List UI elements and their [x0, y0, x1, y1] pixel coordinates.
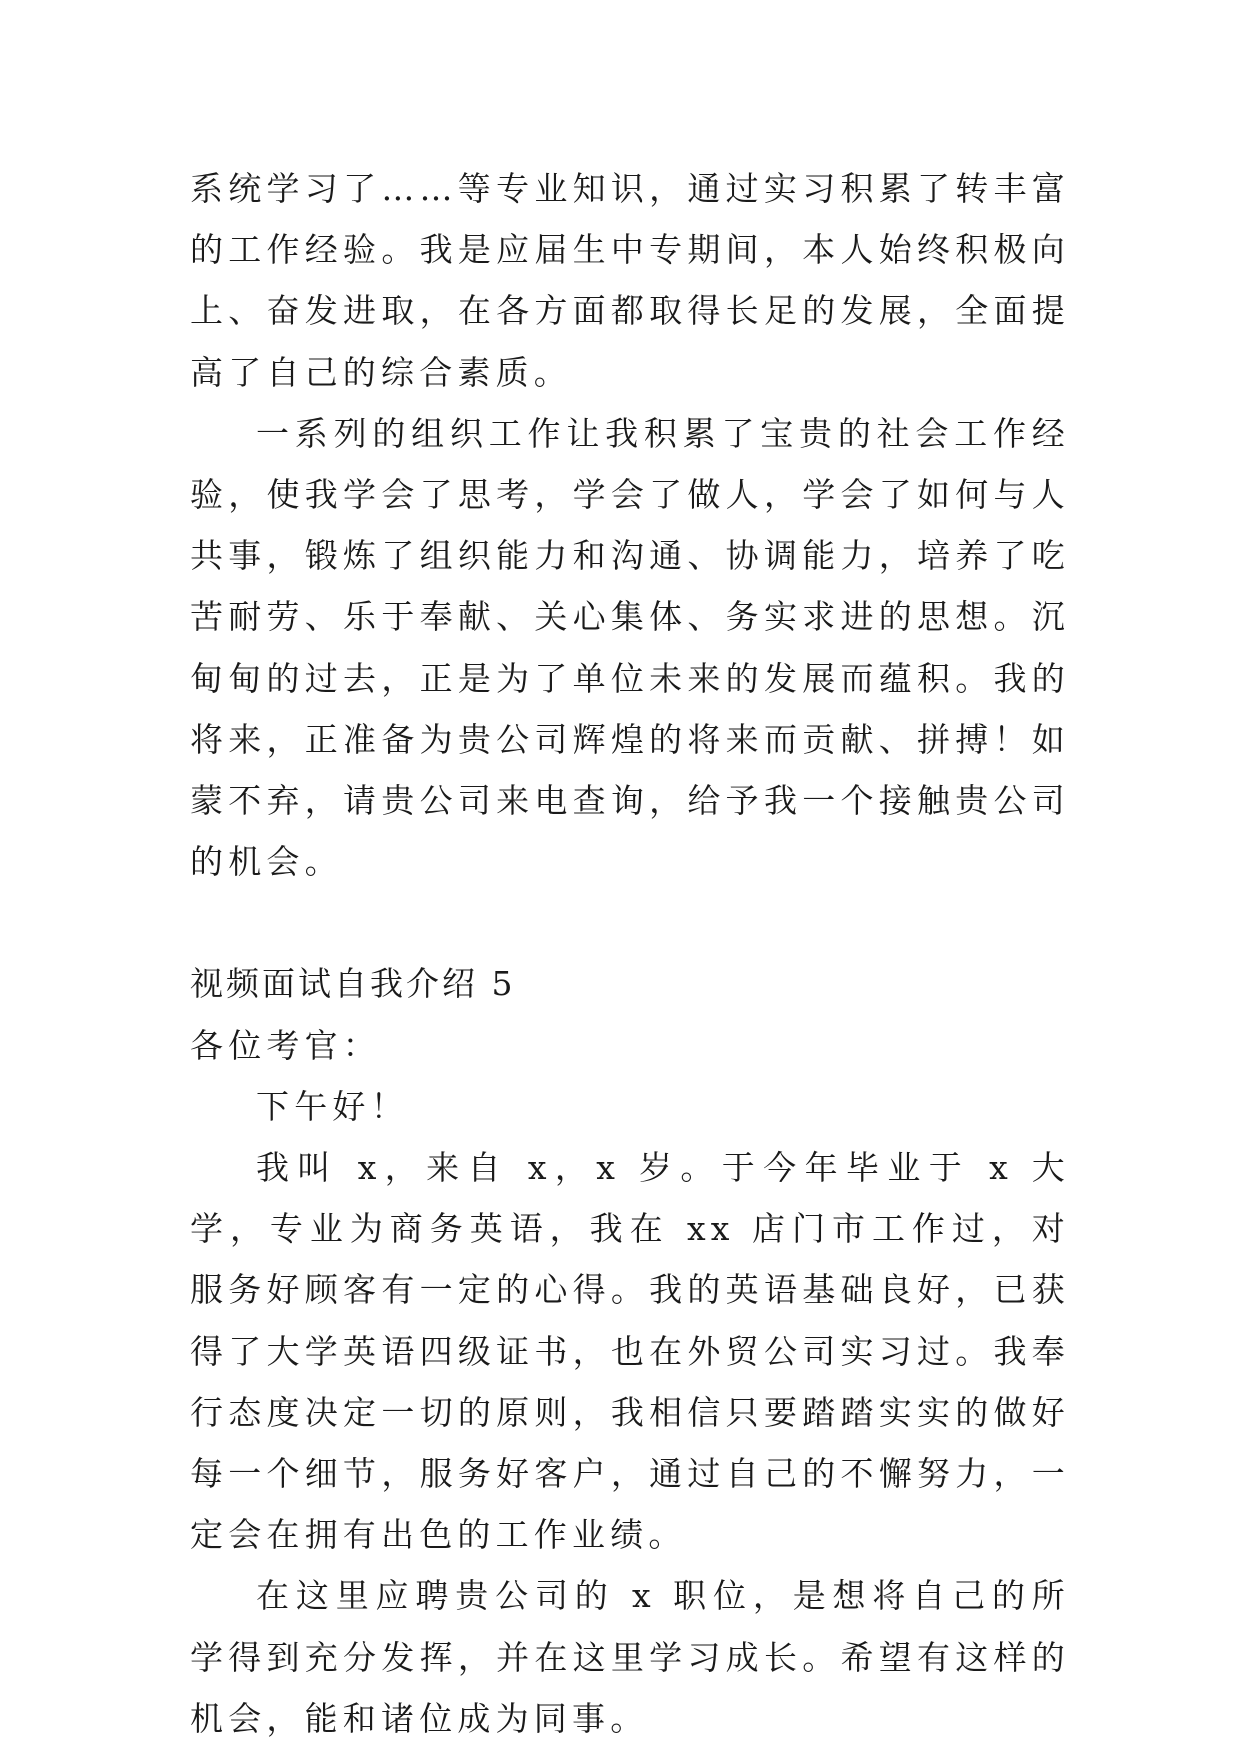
paragraph-1: 系统学习了……等专业知识，通过实习积累了转丰富的工作经验。我是应届生中专期间，本人始终积极向上、奋发进取，在各方面都取得长足的发展，全面提高了自己的综合素质。: [190, 169, 1070, 392]
paragraph-4: 在这里应聘贵公司的 x 职位，是想将自己的所学得到充分发挥，并在这里学习成长。希望有这样的机会，能和诸位成为同事。: [190, 1576, 1070, 1738]
paragraph-3: 我叫 x，来自 x，x 岁。于今年毕业于 x 大学，专业为商务英语，我在 xx 店门市工作过，对服务好顾客有一定的心得。我的英语基础良好，已获得了大学英语四级证书，也在外贸公司实习过。我奉行态度决定一切的原则，我相信只要踏踏实实的做好每一个细节，服务好客户，通过自己的不懈努力，一定会在拥有出色的工作业绩。: [190, 1148, 1070, 1555]
paragraph-2: 一系列的组织工作让我积累了宝贵的社会工作经验，使我学会了思考，学会了做人，学会了如何与人共事，锻炼了组织能力和沟通、协调能力，培养了吃苦耐劳、乐于奉献、关心集体、务实求进的思想。沉甸甸的过去，正是为了单位未来的发展而蕴积。我的将来，正准备为贵公司辉煌的将来而贡献、拼搏！如蒙不弃，请贵公司来电查询，给予我一个接触贵公司的机会。: [190, 413, 1070, 882]
section-title: 视频面试自我介绍 5: [190, 964, 516, 1004]
greeting: 下午好！: [256, 1086, 409, 1126]
document-body: [190, 158, 1070, 1749]
salutation: 各位考官：: [190, 1025, 381, 1065]
section-gap: [190, 892, 1070, 953]
